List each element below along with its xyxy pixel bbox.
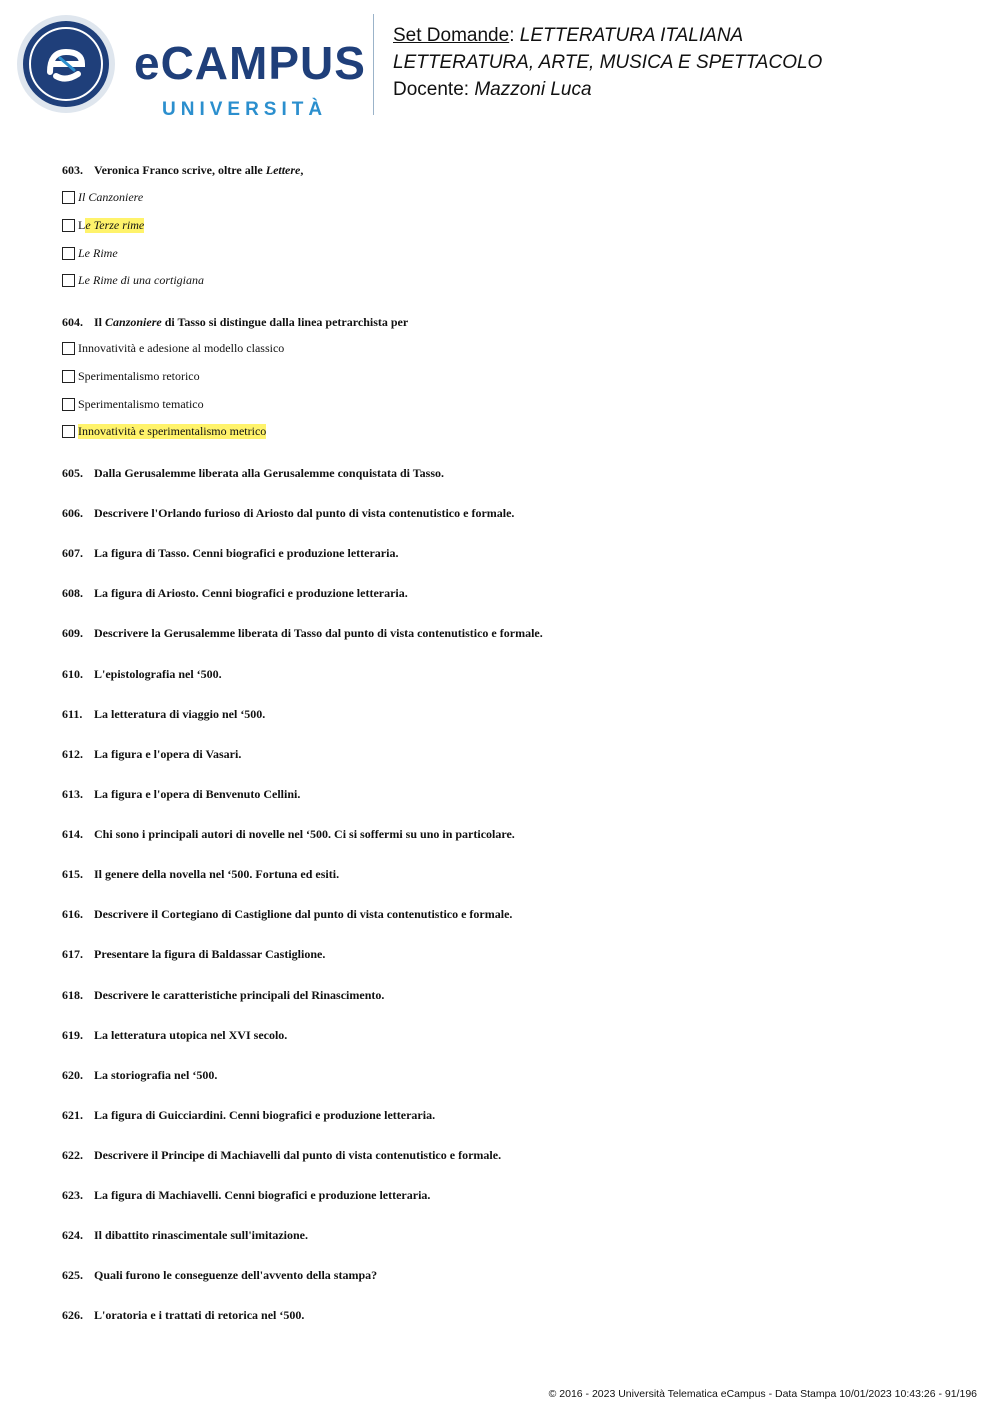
ecampus-emblem-icon (16, 14, 116, 114)
question-item: 621. La figura di Guicciardini. Cenni biografici e produzione letteraria. (62, 1108, 436, 1122)
question-item: 612. La figura e l'opera di Vasari. (62, 747, 242, 761)
question-item: 616. Descrivere il Cortegiano di Castiglione dal punto di vista contenutistico e formale. (62, 907, 513, 921)
answer-option[interactable]: L e Terze rime (62, 218, 144, 233)
question-item: 615. Il genere della novella nel ‘500. Fortuna ed esiti. (62, 867, 340, 881)
question-item: 625. Quali furono le conseguenze dell'avvento della stampa? (62, 1268, 378, 1282)
checkbox[interactable] (62, 398, 75, 411)
answer-option[interactable]: Sperimentalismo retorico (62, 369, 200, 384)
set-label: Set Domande (393, 25, 510, 46)
answer-option[interactable]: Il Canzoniere (62, 190, 143, 205)
question-item: 622. Descrivere il Principe di Machiavelli dal punto di vista contenutistico e formale. (62, 1148, 502, 1162)
checkbox[interactable] (62, 191, 75, 204)
docente-label: Docente: (393, 79, 470, 100)
question-item: 613. La figura e l'opera di Benvenuto Cellini. (62, 787, 301, 801)
question-item: 624. Il dibattito rinascimentale sull'imitazione. (62, 1228, 308, 1242)
header-divider (373, 14, 374, 115)
question-item: 606. Descrivere l'Orlando furioso di Ariosto dal punto di vista contenutistico e formale. (62, 506, 515, 520)
answer-option[interactable]: Le Rime (62, 246, 118, 261)
checkbox[interactable] (62, 425, 75, 438)
question-item: 611. La letteratura di viaggio nel ‘500. (62, 707, 266, 721)
brand-name: eCAMPUS (134, 37, 366, 89)
docente-value: Mazzoni Luca (474, 79, 592, 100)
question-item: 608. La figura di Ariosto. Cenni biografici e produzione letteraria. (62, 586, 408, 600)
course-header (393, 22, 822, 103)
question-item: 607. La figura di Tasso. Cenni biografici e produzione letteraria. (62, 546, 399, 560)
ecampus-logo (16, 14, 366, 120)
checkbox[interactable] (62, 219, 75, 232)
question-item: 609. Descrivere la Gerusalemme liberata di Tasso dal punto di vista contenutistico e formale. (62, 626, 543, 640)
brand-subtitle: UNIVERSITÀ (162, 99, 328, 120)
set-line: Set Domande: LETTERATURA ITALIANA (393, 25, 744, 46)
question-item: 614. Chi sono i principali autori di novelle nel ‘500. Ci si soffermi su uno in particolare. (62, 827, 515, 841)
checkbox[interactable] (62, 370, 75, 383)
question-item: 620. La storiografia nel ‘500. (62, 1068, 218, 1082)
question-item: 618. Descrivere le caratteristiche principali del Rinascimento. (62, 988, 385, 1002)
question-item: 610. L'epistolografia nel ‘500. (62, 667, 222, 681)
highlighted-answer: Innovatività e sperimentalismo metrico (78, 424, 267, 438)
question-item: 619. La letteratura utopica nel XVI secolo. (62, 1028, 288, 1042)
question-604: 604. Il Canzoniere di Tasso si distingue dalla linea petrarchista per (62, 315, 409, 329)
course-line: LETTERATURA, ARTE, MUSICA E SPETTACOLO (393, 52, 823, 73)
question-item: 626. L'oratoria e i trattati di retorica nel ‘500. (62, 1308, 305, 1322)
checkbox[interactable] (62, 342, 75, 355)
docente-line (393, 76, 822, 103)
checkbox[interactable] (62, 274, 75, 287)
highlighted-answer: e Terze rime (85, 218, 145, 232)
question-item: 623. La figura di Machiavelli. Cenni biografici e produzione letteraria. (62, 1188, 431, 1202)
question-603: 603. Veronica Franco scrive, oltre alle Lettere, (62, 163, 304, 177)
set-value: LETTERATURA ITALIANA (519, 25, 744, 46)
checkbox[interactable] (62, 247, 75, 260)
answer-option[interactable]: Sperimentalismo tematico (62, 397, 204, 412)
answer-option[interactable] (62, 424, 266, 439)
question-item: 605. Dalla Gerusalemme liberata alla Gerusalemme conquistata di Tasso. (62, 466, 444, 480)
page-footer: © 2016 - 2023 Università Telematica eCampus - Data Stampa 10/01/2023 10:43:26 - 91/196 (548, 1388, 977, 1400)
answer-option[interactable]: Le Rime di una cortigiana (62, 273, 204, 288)
question-item: 617. Presentare la figura di Baldassar Castiglione. (62, 947, 326, 961)
answer-option[interactable]: Innovatività e adesione al modello classico (62, 341, 284, 356)
